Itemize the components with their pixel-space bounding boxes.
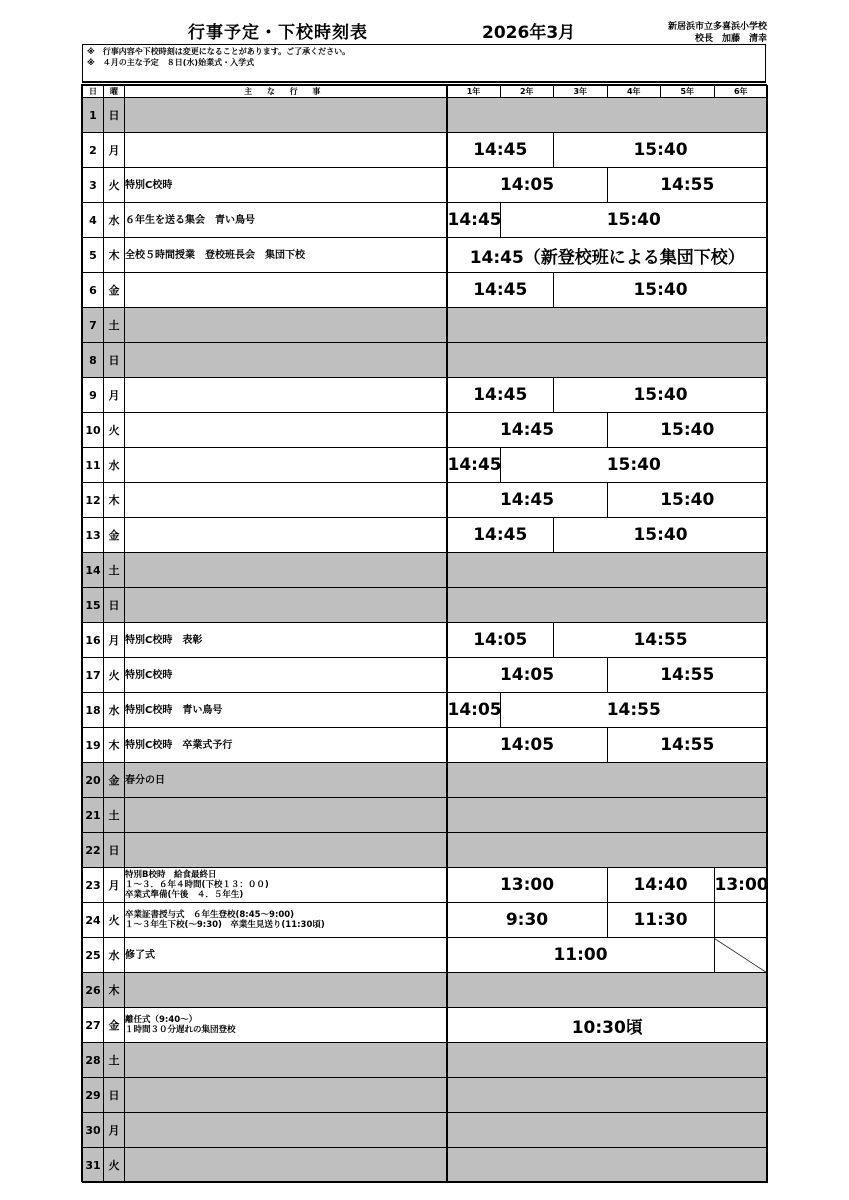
dismissal-cell <box>447 308 768 343</box>
dismissal-time-cell: 14:45 <box>447 518 554 553</box>
dismissal-time-cell: 14:05 <box>447 728 608 763</box>
table-row <box>83 693 768 728</box>
event-cell <box>125 483 447 518</box>
school-name: 新居浜市立多喜浜小学校 <box>667 22 767 32</box>
not-applicable-cell <box>714 938 768 973</box>
event-line: 全校５時間授業 登校班長会 集団下校 <box>125 249 305 261</box>
date-cell: 1 <box>83 98 104 133</box>
weekday-cell: 日 <box>104 343 125 378</box>
event-cell <box>125 623 447 658</box>
event-cell <box>125 588 447 623</box>
table-row <box>83 98 768 133</box>
event-cell <box>125 133 447 168</box>
dismissal-time-cell: 15:40 <box>500 203 768 238</box>
dismissal-time-cell <box>714 903 768 938</box>
date-cell: 31 <box>83 1148 104 1183</box>
dismissal-time-cell: 14:45 <box>447 448 501 483</box>
table-row <box>83 553 768 588</box>
date-cell: 17 <box>83 658 104 693</box>
dismissal-cell <box>447 763 768 798</box>
dismissal-time-cell: 14:55 <box>500 693 768 728</box>
table-row <box>83 798 768 833</box>
event-cell <box>125 413 447 448</box>
event-line: 卒業証書授与式 ６年生登校(8:45～9:00) <box>125 910 295 920</box>
col-grade-1: 1年 <box>447 86 501 98</box>
date-cell: 9 <box>83 378 104 413</box>
date-cell: 11 <box>83 448 104 483</box>
page-title: 行事予定・下校時刻表 <box>188 23 368 43</box>
date-cell: 10 <box>83 413 104 448</box>
dismissal-time-cell: 14:45 <box>447 203 501 238</box>
notes-box <box>82 44 766 83</box>
table-row <box>83 623 768 658</box>
table-row <box>83 1113 768 1148</box>
dismissal-time-cell: 14:55 <box>607 168 768 203</box>
table-row <box>83 413 768 448</box>
weekday-cell: 金 <box>104 1008 125 1043</box>
event-line: 特別C校時 <box>125 669 173 681</box>
dismissal-time-cell: 14:55 <box>554 623 768 658</box>
event-cell <box>125 1043 447 1078</box>
dismissal-time-cell: 15:40 <box>607 483 768 518</box>
weekday-cell: 火 <box>104 1148 125 1183</box>
weekday-cell: 土 <box>104 1043 125 1078</box>
weekday-cell: 金 <box>104 763 125 798</box>
date-cell: 25 <box>83 938 104 973</box>
table-row <box>83 378 768 413</box>
schedule-table <box>82 85 768 1183</box>
weekday-cell: 金 <box>104 518 125 553</box>
dismissal-time-cell: 11:00 <box>447 938 715 973</box>
table-row <box>83 273 768 308</box>
date-cell: 3 <box>83 168 104 203</box>
table-row <box>83 1078 768 1113</box>
table-row <box>83 588 768 623</box>
date-cell: 7 <box>83 308 104 343</box>
date-cell: 8 <box>83 343 104 378</box>
event-cell <box>125 973 447 1008</box>
dismissal-cell <box>447 833 768 868</box>
dismissal-time-cell: 14:05 <box>447 693 501 728</box>
dismissal-time-cell: 11:30 <box>607 903 714 938</box>
weekday-cell: 火 <box>104 658 125 693</box>
table-row <box>83 448 768 483</box>
weekday-cell: 火 <box>104 413 125 448</box>
date-cell: 18 <box>83 693 104 728</box>
header-row <box>83 86 768 98</box>
event-cell <box>125 308 447 343</box>
dismissal-cell <box>447 1148 768 1183</box>
event-cell <box>125 833 447 868</box>
date-cell: 29 <box>83 1078 104 1113</box>
dismissal-time-cell: 14:45 <box>447 378 554 413</box>
table-row <box>83 1148 768 1183</box>
event-cell <box>125 448 447 483</box>
event-cell <box>125 938 447 973</box>
date-cell: 14 <box>83 553 104 588</box>
weekday-cell: 月 <box>104 623 125 658</box>
weekday-cell: 日 <box>104 98 125 133</box>
weekday-cell: 水 <box>104 203 125 238</box>
event-cell <box>125 378 447 413</box>
note-line: ※ ４月の主な予定 ８日(水)始業式・入学式 <box>87 58 255 67</box>
dismissal-cell <box>447 973 768 1008</box>
dismissal-cell <box>447 1078 768 1113</box>
dismissal-cell <box>447 798 768 833</box>
weekday-cell: 日 <box>104 833 125 868</box>
table-row <box>83 728 768 763</box>
weekday-cell: 木 <box>104 728 125 763</box>
dismissal-time-cell: 14:40 <box>607 868 714 903</box>
weekday-cell: 月 <box>104 378 125 413</box>
event-line: 特別C校時 青い鳥号 <box>125 704 223 716</box>
date-cell: 23 <box>83 868 104 903</box>
event-cell <box>125 343 447 378</box>
date-cell: 2 <box>83 133 104 168</box>
table-row <box>83 133 768 168</box>
weekday-cell: 土 <box>104 308 125 343</box>
dismissal-time-cell: 13:00 <box>447 868 608 903</box>
table-row <box>83 518 768 553</box>
date-cell: 12 <box>83 483 104 518</box>
event-line: 春分の日 <box>125 774 165 786</box>
col-date: 日 <box>83 86 104 98</box>
dismissal-time-cell: 14:45 <box>447 413 608 448</box>
event-line: １時間３０分遅れの集団登校 <box>125 1025 236 1035</box>
weekday-cell: 土 <box>104 553 125 588</box>
dismissal-cell <box>447 588 768 623</box>
dismissal-time-cell: 14:05 <box>447 168 608 203</box>
col-grade-6: 6年 <box>714 86 768 98</box>
table-row <box>83 763 768 798</box>
event-line: 特別C校時 <box>125 179 173 191</box>
table-row <box>83 168 768 203</box>
dismissal-time-cell: 14:05 <box>447 623 554 658</box>
dismissal-cell <box>447 343 768 378</box>
event-cell <box>125 203 447 238</box>
school-info <box>668 21 767 45</box>
weekday-cell: 日 <box>104 1078 125 1113</box>
event-cell <box>125 238 447 273</box>
event-cell <box>125 1148 447 1183</box>
col-grade-2: 2年 <box>500 86 554 98</box>
table-row <box>83 903 768 938</box>
month-label: 2026年3月 <box>482 23 576 43</box>
weekday-cell: 土 <box>104 798 125 833</box>
table-row <box>83 343 768 378</box>
event-line: 卒業式準備(午後 ４．５年生) <box>125 890 244 900</box>
dismissal-time-cell: 14:55 <box>607 658 768 693</box>
dismissal-time-cell: 15:40 <box>500 448 768 483</box>
event-line: １～３年生下校(～9:30) 卒業生見送り(11:30頃) <box>125 920 325 930</box>
event-cell <box>125 763 447 798</box>
date-cell: 15 <box>83 588 104 623</box>
dismissal-time-cell: 10:30頃 <box>447 1008 768 1043</box>
dismissal-time-cell: 14:45 <box>447 273 554 308</box>
date-cell: 6 <box>83 273 104 308</box>
event-line: 修了式 <box>125 949 155 961</box>
date-cell: 22 <box>83 833 104 868</box>
event-line: 特別C校時 表彰 <box>125 634 203 646</box>
date-cell: 19 <box>83 728 104 763</box>
col-grade-5: 5年 <box>661 86 715 98</box>
table-row <box>83 973 768 1008</box>
event-cell <box>125 553 447 588</box>
weekday-cell: 水 <box>104 448 125 483</box>
event-line: 離任式（9:40～） <box>125 1015 198 1025</box>
weekday-cell: 日 <box>104 588 125 623</box>
dismissal-time-cell: 9:30 <box>447 903 608 938</box>
event-cell <box>125 658 447 693</box>
table-row <box>83 868 768 903</box>
dismissal-time-cell: 15:40 <box>554 133 768 168</box>
weekday-cell: 木 <box>104 973 125 1008</box>
event-line: 特別C校時 卒業式予行 <box>125 739 233 751</box>
table-row <box>83 938 768 973</box>
weekday-cell: 火 <box>104 168 125 203</box>
col-event: 主 な 行 事 <box>125 86 447 98</box>
weekday-cell: 月 <box>104 1113 125 1148</box>
dismissal-cell <box>447 98 768 133</box>
date-cell: 16 <box>83 623 104 658</box>
date-cell: 21 <box>83 798 104 833</box>
col-grade-4: 4年 <box>607 86 661 98</box>
event-cell <box>125 868 447 903</box>
event-cell <box>125 98 447 133</box>
event-cell <box>125 693 447 728</box>
weekday-cell: 月 <box>104 133 125 168</box>
dismissal-time-cell: 15:40 <box>554 518 768 553</box>
weekday-cell: 木 <box>104 483 125 518</box>
event-cell <box>125 273 447 308</box>
table-row <box>83 308 768 343</box>
note-line: ※ 行事内容や下校時刻は変更になることがあります。ご了承ください。 <box>87 47 351 56</box>
table-row <box>83 238 768 273</box>
weekday-cell: 火 <box>104 903 125 938</box>
date-cell: 30 <box>83 1113 104 1148</box>
event-cell <box>125 168 447 203</box>
dismissal-time-cell: 14:55 <box>607 728 768 763</box>
dismissal-time-cell: 14:45 <box>447 133 554 168</box>
event-cell <box>125 518 447 553</box>
dismissal-cell <box>447 1113 768 1148</box>
date-cell: 28 <box>83 1043 104 1078</box>
dismissal-time-cell: 15:40 <box>554 273 768 308</box>
event-cell <box>125 1078 447 1113</box>
dismissal-time-cell: 14:45 <box>447 483 608 518</box>
weekday-cell: 水 <box>104 693 125 728</box>
table-row <box>83 1043 768 1078</box>
dismissal-time-cell: 14:05 <box>447 658 608 693</box>
dismissal-time-cell: 15:40 <box>554 378 768 413</box>
dismissal-time-cell: 15:40 <box>607 413 768 448</box>
event-cell <box>125 728 447 763</box>
weekday-cell: 月 <box>104 868 125 903</box>
weekday-cell: 木 <box>104 238 125 273</box>
date-cell: 24 <box>83 903 104 938</box>
table-row <box>83 833 768 868</box>
event-line: ６年生を送る集会 青い鳥号 <box>125 214 255 226</box>
principal-name: 校長 加藤 清幸 <box>694 34 767 44</box>
dismissal-time-cell: 14:45（新登校班による集団下校） <box>447 238 768 273</box>
weekday-cell: 金 <box>104 273 125 308</box>
date-cell: 5 <box>83 238 104 273</box>
dismissal-time-cell: 13:00 <box>714 868 768 903</box>
table-row <box>83 658 768 693</box>
dismissal-cell <box>447 553 768 588</box>
event-cell <box>125 1008 447 1043</box>
weekday-cell: 水 <box>104 938 125 973</box>
date-cell: 26 <box>83 973 104 1008</box>
date-cell: 13 <box>83 518 104 553</box>
date-cell: 27 <box>83 1008 104 1043</box>
col-grade-3: 3年 <box>554 86 608 98</box>
date-cell: 20 <box>83 763 104 798</box>
col-weekday: 曜 <box>104 86 125 98</box>
table-row <box>83 483 768 518</box>
event-cell <box>125 903 447 938</box>
date-cell: 4 <box>83 203 104 238</box>
event-cell <box>125 1113 447 1148</box>
table-row <box>83 203 768 238</box>
event-line: 特別B校時 給食最終日 <box>125 870 217 880</box>
event-cell <box>125 798 447 833</box>
dismissal-cell <box>447 1043 768 1078</box>
table-row <box>83 1008 768 1043</box>
event-line: １～３．６年４時間(下校１３：００) <box>125 880 269 890</box>
